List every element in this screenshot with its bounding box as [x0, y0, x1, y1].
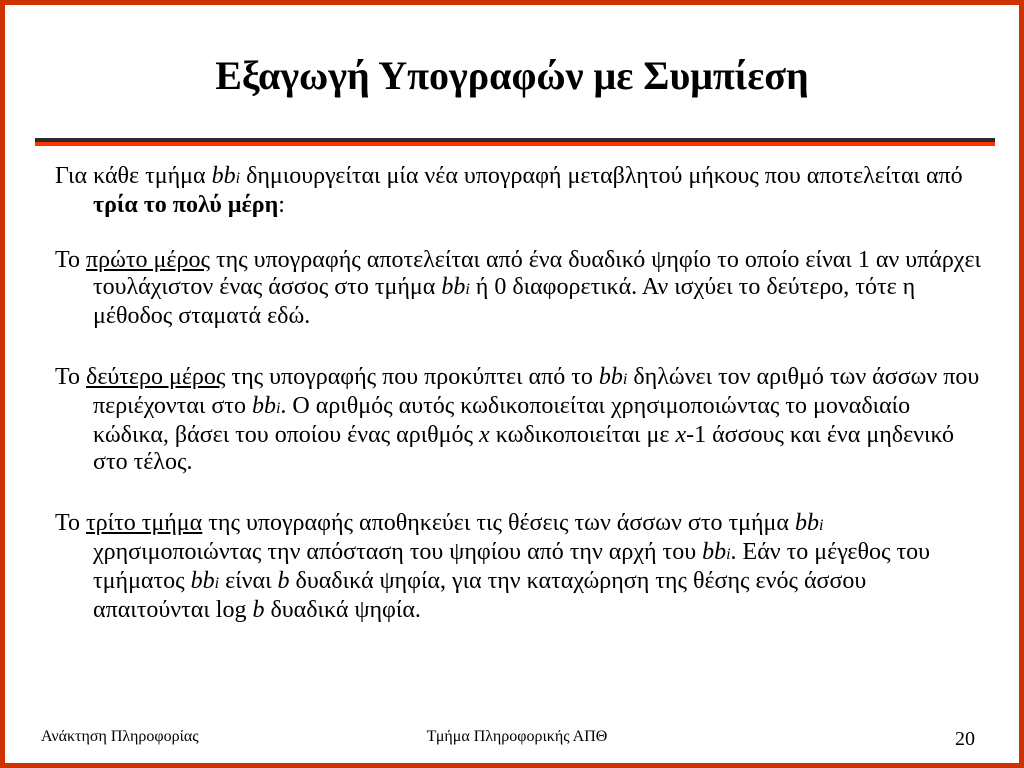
text-segment: χρησιμοποιώντας την απόσταση του ψηφίου από την αρχή του	[93, 539, 703, 565]
text-segment: Το	[55, 364, 87, 390]
text-segment: της υπογραφής αποτελείται από ένα δυαδικό ψηφίο το οποίο είναι 1 αν υπάρχει τουλάχιστον ένας άσσος στο τμήμα	[93, 247, 981, 300]
paragraph-intro	[55, 163, 985, 219]
variable-subscript: i	[818, 517, 824, 534]
page-number: 20	[955, 728, 975, 750]
variable-bbi	[795, 510, 823, 536]
variable-bbi	[212, 163, 240, 189]
title-divider-accent	[35, 142, 995, 146]
text-segment: δηλώνει τον αριθμό των άσσων που περιέχονται στο	[93, 364, 980, 419]
text-segment: :	[278, 192, 285, 218]
text-segment: Για κάθε τμήμα	[55, 163, 212, 189]
slide-body	[55, 163, 985, 650]
variable-subscript: i	[622, 371, 628, 388]
underlined-term: πρώτο μέρος	[86, 247, 210, 273]
underlined-term: τρίτο τμήμα	[86, 510, 203, 536]
variable-x: x	[479, 422, 490, 448]
variable-base: bb	[794, 510, 819, 536]
variable-bbi	[252, 393, 280, 419]
variable-bbi	[191, 568, 219, 594]
variable-bbi	[599, 364, 627, 390]
variable-subscript: i	[465, 281, 470, 298]
text-segment: . Ο αριθμός αυτός κωδικοποιείται χρησιμοποιώντας το μοναδιαίο κώδικα, βάσει του οποίου ένας αριθμός	[93, 393, 911, 448]
paragraph-third-part	[55, 510, 985, 624]
variable-b: b	[252, 597, 265, 623]
variable-base: bb	[211, 163, 236, 189]
variable-base: bb	[251, 393, 276, 419]
variable-bbi	[702, 539, 730, 565]
footer-department: Τμήμα Πληροφορικής ΑΠΘ	[426, 728, 608, 745]
text-segment: Το	[55, 510, 87, 536]
text-segment: δυαδικά ψηφία, για την καταχώρηση της θέσης ενός άσσου απαιτούνται log	[93, 568, 867, 623]
variable-base: bb	[441, 274, 466, 300]
variable-subscript: i	[275, 400, 281, 417]
text-segment: Το	[55, 247, 87, 273]
bold-emphasis: τρία το πολύ μέρη	[93, 192, 279, 218]
variable-bbi	[441, 274, 469, 300]
variable-base: bb	[190, 568, 215, 594]
paragraph-second-part	[55, 364, 985, 476]
footer-course-name: Ανάκτηση Πληροφορίας	[41, 728, 199, 745]
variable-x: x	[675, 422, 687, 448]
text-segment: είναι	[219, 568, 278, 594]
text-segment: της υπογραφής αποθηκεύει τις θέσεις των άσσων στο τμήμα	[202, 510, 795, 536]
variable-subscript: i	[214, 575, 220, 592]
variable-subscript: i	[726, 546, 731, 563]
slide-title: Εξαγωγή Υπογραφών με Συμπίεση	[215, 53, 809, 98]
paragraph-first-part	[55, 247, 985, 330]
underlined-term: δεύτερο μέρος	[86, 364, 226, 390]
text-segment: της υπογραφής που προκύπτει από το	[225, 364, 599, 390]
text-segment: ή 0 διαφορετικά. Αν ισχύει το δεύτερο, τότε η μέθοδος σταματά εδώ.	[93, 274, 916, 329]
variable-subscript: i	[235, 170, 241, 187]
text-segment: -1 άσσους και ένα μηδενικό στο τέλος.	[93, 422, 955, 475]
variable-base: bb	[598, 364, 623, 390]
text-segment: κωδικοποιείται με	[489, 422, 676, 448]
variable-b: b	[277, 568, 290, 594]
variable-base: bb	[702, 539, 727, 565]
text-segment: δημιουργείται μία νέα υπογραφή μεταβλητού μήκους που αποτελείται από	[240, 163, 963, 189]
text-segment: δυαδικά ψηφία.	[264, 597, 421, 623]
text-segment: . Εάν το μέγεθος του τμήματος	[93, 539, 931, 594]
